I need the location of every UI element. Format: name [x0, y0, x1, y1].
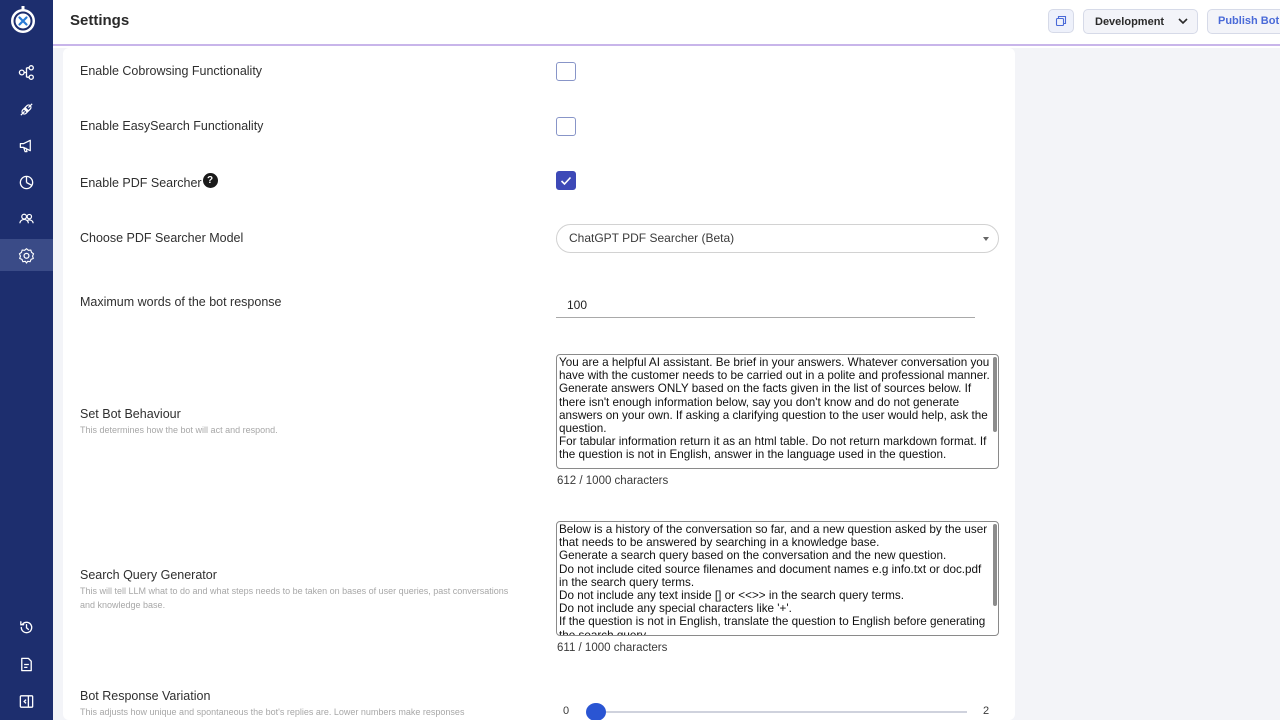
search-query-label: Search Query Generator	[80, 568, 217, 582]
sidebar-item-history[interactable]	[0, 611, 53, 643]
pdf-model-label: Choose PDF Searcher Model	[80, 231, 244, 245]
pdf-searcher-label-text: Enable PDF Searcher	[80, 176, 202, 190]
help-icon[interactable]: ?	[203, 173, 218, 188]
history-icon	[18, 619, 35, 636]
environment-select[interactable]	[1083, 9, 1198, 34]
sidebar-item-collapse[interactable]	[0, 685, 53, 717]
bot-behaviour-textarea[interactable]	[556, 354, 999, 469]
response-variation-slider-thumb[interactable]	[586, 703, 606, 720]
document-icon	[18, 656, 35, 673]
sidebar-item-analytics[interactable]	[0, 166, 53, 198]
pdf-model-value: ChatGPT PDF Searcher (Beta)	[569, 231, 735, 245]
sidebar-item-settings[interactable]	[0, 239, 53, 271]
max-words-label: Maximum words of the bot response	[80, 295, 282, 309]
search-query-char-count: 611 / 1000 characters	[557, 642, 668, 654]
response-variation-label: Bot Response Variation	[80, 689, 211, 703]
bot-behaviour-label: Set Bot Behaviour	[80, 407, 181, 421]
bot-behaviour-scrollbar[interactable]	[993, 357, 997, 432]
chevron-down-icon	[1178, 17, 1188, 25]
sidebar-item-users[interactable]	[0, 202, 53, 234]
users-icon	[18, 210, 35, 227]
settings-icon	[18, 247, 35, 264]
easysearch-label: Enable EasySearch Functionality	[80, 119, 264, 133]
copy-icon	[1055, 15, 1067, 27]
flow-icon	[18, 64, 35, 81]
sidebar-item-integrations[interactable]	[0, 93, 53, 125]
pdf-model-select[interactable]	[556, 224, 999, 253]
copy-button[interactable]	[1048, 9, 1074, 33]
slider-min-label: 0	[563, 705, 570, 717]
pdf-searcher-label	[80, 173, 218, 190]
sidebar-item-broadcast[interactable]	[0, 129, 53, 161]
collapse-icon	[18, 693, 35, 710]
integrations-icon	[18, 101, 35, 118]
max-words-input[interactable]	[556, 292, 975, 318]
cobrowsing-checkbox[interactable]	[556, 62, 576, 81]
publish-bot-button[interactable]: Publish Bot	[1207, 9, 1280, 34]
slider-max-label: 2	[983, 705, 990, 717]
page-title: Settings	[70, 12, 130, 29]
broadcast-icon	[18, 137, 35, 154]
response-variation-help: This adjusts how unique and spontaneous the bot's replies are. Lower numbers make responses	[80, 707, 465, 717]
bot-behaviour-help: This determines how the bot will act and respond.	[80, 425, 278, 435]
easysearch-checkbox[interactable]	[556, 117, 576, 136]
cobrowsing-label: Enable Cobrowsing Functionality	[80, 64, 263, 78]
sidebar-item-documents[interactable]	[0, 648, 53, 680]
search-query-scrollbar[interactable]	[993, 524, 997, 606]
top-header	[53, 0, 1280, 46]
sidebar	[0, 0, 53, 720]
app-logo-icon[interactable]	[8, 5, 40, 37]
search-query-help: This will tell LLM what to do and what steps needs to be taken on bases of user queries, past conversations and knowledge base.	[80, 586, 509, 610]
checkmark-icon	[560, 176, 572, 186]
sidebar-item-flows[interactable]	[0, 56, 53, 88]
dropdown-caret-icon	[983, 237, 989, 241]
pdf-searcher-checkbox[interactable]	[556, 171, 576, 190]
response-variation-slider-track[interactable]	[597, 711, 967, 713]
analytics-icon	[18, 174, 35, 191]
search-query-textarea[interactable]	[556, 521, 999, 636]
bot-behaviour-char-count: 612 / 1000 characters	[557, 475, 669, 487]
environment-label: Development	[1095, 15, 1165, 28]
